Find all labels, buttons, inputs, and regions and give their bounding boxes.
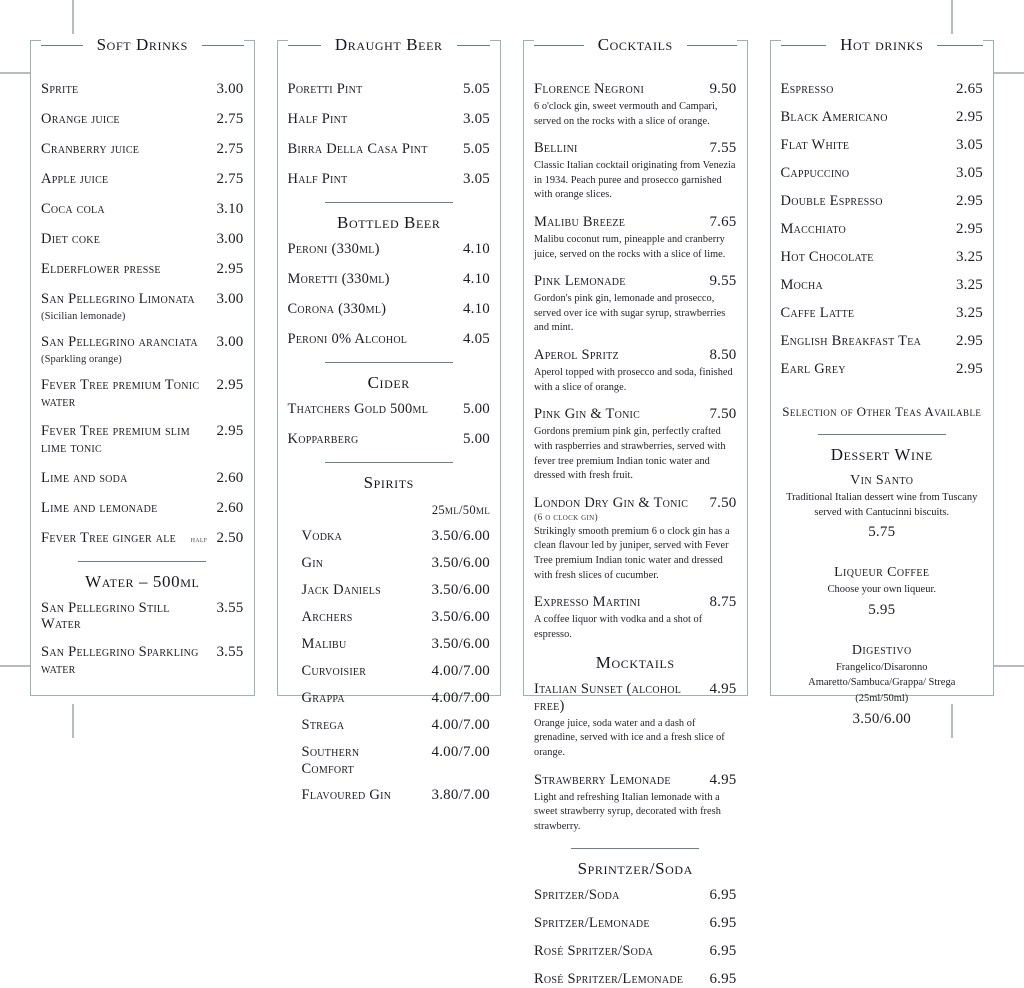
- menu-row: [288, 171, 491, 188]
- heading-text: Hot drinks: [840, 35, 924, 54]
- item-price: 5.05: [462, 81, 490, 97]
- item-price: 2.95: [955, 221, 983, 237]
- item-price: 3.50/6.00: [852, 711, 911, 728]
- item-name: Half Pint: [287, 111, 348, 127]
- item-name: Hot Chocolate: [780, 249, 874, 265]
- item-price: 7.50: [709, 494, 737, 511]
- cocktail-entry: [534, 347, 737, 395]
- item-price: 2.95: [216, 423, 244, 440]
- section-divider: [325, 362, 453, 363]
- cocktail-title-row: [534, 594, 737, 611]
- item-price: 2.60: [216, 469, 244, 486]
- item-name: Diet coke: [41, 231, 101, 247]
- item-name: Italian Sunset (alcohol free): [534, 681, 682, 715]
- item-name: Vodka: [301, 528, 343, 544]
- heading-rule-left: [534, 45, 584, 46]
- menu-row: [41, 291, 244, 308]
- item-name: San Pellegrino Limonata: [41, 291, 195, 307]
- item-price: 2.75: [216, 171, 244, 187]
- item-price: 5.75: [868, 524, 896, 541]
- item-price: 2.95: [955, 109, 983, 125]
- item-name: Moretti (330ml): [287, 271, 390, 287]
- mocktail-entry: [534, 681, 737, 760]
- menu-row: [781, 333, 984, 350]
- item-price: 4.05: [462, 331, 490, 347]
- item-name: Vin Santo: [850, 473, 914, 488]
- menu-row: [41, 201, 244, 218]
- item-name: Expresso Martini: [534, 594, 641, 611]
- menu-row: [41, 141, 244, 158]
- item-price: 6.95: [709, 915, 737, 932]
- heading-text: Soft Drinks: [96, 35, 188, 54]
- heading-rule-left: [288, 45, 321, 46]
- block-spacer: [781, 555, 984, 565]
- item-price: 4.00/7.00: [431, 663, 490, 679]
- item-price: 2.95: [216, 261, 244, 277]
- item-description: Gordons premium pink gin, perfectly crafted with raspberries and strawberries, served with fever tree premium Indian tonic water and dressed with fresh fruit.: [534, 426, 726, 482]
- item-name: Grappa: [301, 690, 345, 706]
- item-name: Southern Comfort: [301, 744, 360, 777]
- item-name: Earl Grey: [780, 361, 846, 377]
- menu-row: [41, 530, 244, 547]
- item-price: 2.95: [955, 361, 983, 377]
- hot-drinks-list: [781, 81, 984, 378]
- item-name: Strega: [301, 717, 345, 733]
- item-description: Choose your own liqueur.: [827, 584, 936, 596]
- item-name: Elderflower presse: [41, 261, 161, 277]
- panel-beer-spirits: [277, 35, 502, 804]
- item-price: 3.10: [216, 201, 244, 217]
- item-name: London Dry Gin & Tonic: [534, 494, 689, 511]
- item-price: 2.50: [216, 529, 244, 546]
- item-price: 3.50/6.00: [431, 609, 490, 625]
- item-price: 3.05: [955, 165, 983, 181]
- menu-row: [288, 301, 491, 318]
- item-name: Flat White: [780, 137, 850, 153]
- section-heading-cocktails: [534, 35, 737, 55]
- item-name: Spritzer/Soda: [534, 887, 620, 904]
- item-price: 3.50/6.00: [431, 636, 490, 652]
- section-heading-soft-drinks: [41, 35, 244, 55]
- item-name: Liqueur Coffee: [834, 565, 930, 581]
- cocktail-entry: [534, 81, 737, 129]
- item-name: Coca cola: [41, 201, 105, 217]
- cocktail-entry: [534, 594, 737, 642]
- section-heading-draught-beer: [288, 35, 491, 55]
- item-description: Traditional Italian dessert wine from Tuscany served with Cantucinni biscuits.: [786, 492, 978, 518]
- item-price: 6.95: [709, 971, 737, 988]
- item-price: 3.50/6.00: [431, 582, 490, 598]
- cocktail-title-row: [534, 495, 737, 512]
- menu-row: [534, 943, 737, 960]
- item-name: Orange juice: [41, 111, 120, 127]
- item-description: Light and refreshing Italian lemonade with a sweet strawberry syrup, decorated with fresh strawberry.: [534, 791, 721, 832]
- menu-row: [41, 500, 244, 517]
- item-price: 6.95: [709, 887, 737, 904]
- menu-row: [288, 717, 491, 734]
- item-price: 4.10: [462, 271, 490, 287]
- menu-row: [534, 915, 737, 932]
- item-name: Jack Daniels: [301, 582, 381, 598]
- menu-row: [781, 277, 984, 294]
- menu-row: [41, 334, 244, 351]
- menu-row: [534, 887, 737, 904]
- menu-row: [781, 221, 984, 238]
- heading-rule-left: [781, 45, 827, 46]
- item-subtitle: (6 o clock gin): [534, 512, 598, 523]
- item-price: 2.65: [955, 81, 983, 97]
- item-price: 4.10: [462, 241, 490, 257]
- mocktails-list: [534, 681, 737, 834]
- subsection-heading-bottled-beer: Bottled Beer: [337, 213, 441, 232]
- item-price: 3.05: [955, 137, 983, 153]
- item-name: Half Pint: [287, 171, 348, 187]
- item-price: 9.50: [709, 81, 737, 97]
- draught-beer-list: [288, 81, 491, 188]
- menu-row: [288, 271, 491, 288]
- item-description: Frangelico/Disaronno Amaretto/Sambuca/Grappa/ Strega: [808, 662, 956, 688]
- section-heading-hot-drinks: [781, 35, 984, 55]
- menu-row: [288, 787, 491, 804]
- soft-drinks-list: [41, 81, 244, 547]
- menu-row: [41, 111, 244, 128]
- menu-row: [534, 971, 737, 988]
- heading-rule-right: [937, 45, 983, 46]
- item-description: Classic Italian cocktail originating from Venezia in 1934. Peach puree and prosecco garnished with orange slices.: [534, 160, 736, 201]
- dessert-wine-entry: [781, 473, 984, 541]
- cocktail-entry: [534, 273, 737, 336]
- panel-cocktails: [523, 35, 748, 988]
- water-list: [41, 600, 244, 678]
- item-measure: (25ml/50ml): [855, 693, 909, 705]
- item-price: 7.65: [709, 214, 737, 231]
- item-name: Fever Tree premium Tonic water: [41, 377, 200, 410]
- item-description: Orange juice, soda water and a dash of grenadine, served with ice and a fresh slice of orange.: [534, 717, 725, 758]
- item-name: Archers: [301, 609, 353, 625]
- menu-row: [41, 644, 244, 677]
- item-name: San Pellegrino aranciata: [41, 334, 198, 350]
- item-name: Gin: [301, 555, 324, 571]
- heading-rule-left: [41, 45, 83, 46]
- item-price: 4.00/7.00: [431, 744, 490, 760]
- heading-rule-right: [457, 45, 490, 46]
- menu-row: [41, 423, 244, 456]
- item-name: Cappuccino: [780, 165, 850, 181]
- cocktails-list: [534, 81, 737, 642]
- menu-row: [781, 165, 984, 182]
- item-name: Rosé Spritzer/Lemonade: [534, 971, 684, 988]
- item-name: Thatchers Gold 500ml: [287, 401, 429, 417]
- section-divider: [818, 434, 946, 435]
- item-name: Birra Della Casa Pint: [287, 141, 428, 157]
- cocktail-entry: [534, 406, 737, 483]
- item-price: 3.25: [955, 277, 983, 293]
- cider-list: [288, 401, 491, 448]
- item-name: Strawberry Lemonade: [534, 771, 671, 788]
- menu-row: [288, 401, 491, 418]
- menu-row: [288, 528, 491, 545]
- subsection-heading-spritzer: Sprintzer/Soda: [577, 859, 693, 879]
- item-note: (Sparkling orange): [41, 354, 122, 365]
- cocktail-title-row: [534, 81, 737, 98]
- bottled-beer-list: [288, 241, 491, 348]
- cocktail-title-row: [534, 214, 737, 231]
- item-name: Pink Lemonade: [534, 273, 626, 290]
- item-price: 7.55: [709, 140, 737, 157]
- item-name: Corona (330ml): [287, 301, 387, 317]
- menu-row: [781, 305, 984, 322]
- item-price: 3.25: [955, 249, 983, 265]
- heading-text: Cocktails: [597, 35, 673, 54]
- menu-row: [781, 249, 984, 266]
- item-name: Florence Negroni: [534, 81, 645, 97]
- item-name: Lime and lemonade: [41, 499, 158, 516]
- menu-row: [288, 555, 491, 572]
- menu-row: [288, 141, 491, 158]
- item-name: Espresso: [780, 81, 834, 97]
- item-price: 3.55: [216, 599, 244, 616]
- menu-row: [41, 261, 244, 278]
- menu-row: [781, 109, 984, 126]
- item-name: Macchiato: [780, 221, 847, 237]
- item-name: Fever Tree ginger ale: [41, 529, 176, 546]
- item-price: 3.55: [216, 644, 244, 661]
- menu-row: [781, 193, 984, 210]
- cocktail-title-row: [534, 140, 737, 157]
- item-price: 8.75: [709, 594, 737, 611]
- menu-row: [41, 600, 244, 633]
- cocktail-entry: [534, 214, 737, 262]
- subsection-heading-water: Water – 500ml: [85, 571, 200, 591]
- item-name: Poretti Pint: [287, 81, 363, 97]
- cocktail-title-row: [534, 273, 737, 290]
- item-price: 8.50: [709, 347, 737, 364]
- item-price: 3.05: [462, 171, 490, 187]
- subsection-heading-cider: Cider: [367, 373, 410, 392]
- heading-text: Draught Beer: [334, 35, 443, 54]
- mocktail-entry: [534, 772, 737, 835]
- item-name: Flavoured Gin: [301, 787, 392, 804]
- menu-row: [288, 111, 491, 128]
- block-spacer: [781, 633, 984, 643]
- menu-row: [41, 377, 244, 410]
- menu-row: [288, 663, 491, 680]
- menu-row: [288, 331, 491, 348]
- section-divider: [78, 561, 206, 562]
- item-name: Digestivo: [851, 643, 912, 659]
- item-name: Malibu: [301, 636, 347, 652]
- item-description: Aperol topped with prosecco and soda, finished with a slice of orange.: [534, 367, 733, 393]
- cocktail-entry: [534, 495, 737, 583]
- item-name: Bellini: [534, 140, 578, 157]
- panel-hot-drinks: [770, 35, 995, 728]
- subsection-heading-mocktails: Mocktails: [595, 653, 675, 673]
- menu-row: [288, 636, 491, 653]
- item-price: 4.00/7.00: [431, 690, 490, 706]
- cocktail-entry: [534, 140, 737, 203]
- heading-rule-right: [202, 45, 244, 46]
- item-note: (Sicilian lemonade): [41, 311, 126, 322]
- menu-row: [288, 744, 491, 777]
- item-name: Spritzer/Lemonade: [534, 915, 650, 932]
- panel-soft-drinks: [30, 35, 255, 696]
- subsection-heading-spirits: Spirits: [363, 473, 414, 492]
- item-price: 3.00: [216, 291, 244, 307]
- item-name: Aperol Spritz: [534, 347, 619, 364]
- other-teas-note: Selection of Other Teas Available: [782, 404, 982, 419]
- item-name: Black Americano: [780, 109, 888, 125]
- item-price: 5.00: [462, 431, 490, 447]
- menu-row: [288, 609, 491, 626]
- menu-row: [41, 81, 244, 98]
- item-name: Cranberry juice: [41, 141, 140, 157]
- measure-label: 25ml/50ml: [431, 503, 490, 517]
- item-description: 6 o'clock gin, sweet vermouth and Campari, served on the rocks with a slice of orange.: [534, 101, 718, 127]
- item-name: Rosé Spritzer/Soda: [534, 943, 654, 960]
- item-price: 2.75: [216, 141, 244, 157]
- item-description: Gordon's pink gin, lemonade and prosecco, served over ice with sugar syrup, strawberries and mint.: [534, 293, 726, 334]
- item-name: Apple juice: [41, 171, 109, 187]
- item-name: San Pellegrino Still Water: [41, 599, 170, 633]
- mocktail-title-row: [534, 772, 737, 789]
- item-name: Pink Gin & Tonic: [534, 406, 641, 423]
- item-price: 5.05: [462, 141, 490, 157]
- item-price: 3.00: [216, 334, 244, 350]
- heading-rule-right: [687, 45, 737, 46]
- item-price: 2.75: [216, 111, 244, 127]
- item-price: 4.95: [709, 681, 737, 698]
- item-price: 5.95: [868, 602, 896, 619]
- spirits-list: [288, 528, 491, 804]
- item-name: Double Espresso: [780, 193, 883, 209]
- item-name: Kopparberg: [287, 431, 359, 447]
- menu-row: [288, 582, 491, 599]
- item-name: Peroni (330ml): [287, 241, 380, 257]
- item-description: Strikingly smooth premium 6 o clock gin has a clean flavour led by juniper, served with Fever Tree premium Indian tonic water and dressed with fresh slices of cucumber.: [534, 525, 730, 581]
- spirits-measure-header: [288, 503, 491, 518]
- item-price: 6.95: [709, 943, 737, 960]
- item-price: 4.10: [462, 301, 490, 317]
- item-price: 2.60: [216, 499, 244, 516]
- menu-row: [41, 231, 244, 248]
- dessert-wine-entry: [781, 565, 984, 619]
- item-price: 3.00: [216, 81, 244, 97]
- item-description: A coffee liquor with vodka and a shot of espresso.: [534, 614, 703, 640]
- menu-row: [288, 431, 491, 448]
- item-price: 3.50/6.00: [431, 555, 490, 571]
- menu-row: [781, 81, 984, 98]
- item-price: 3.80/7.00: [431, 787, 490, 804]
- item-price: 3.00: [216, 231, 244, 247]
- item-name: Mocha: [780, 277, 823, 293]
- item-price: 2.95: [955, 193, 983, 209]
- item-price: 2.95: [216, 377, 244, 393]
- section-divider: [325, 202, 453, 203]
- item-price: 9.55: [709, 273, 737, 290]
- menu-row: [41, 171, 244, 188]
- menu-row: [288, 241, 491, 258]
- item-name: Curvoisier: [301, 663, 367, 679]
- cocktail-title-row: [534, 406, 737, 423]
- menu-row: [288, 81, 491, 98]
- spritzer-list: [534, 887, 737, 988]
- mocktail-title-row: [534, 681, 737, 714]
- menu-row: [288, 690, 491, 707]
- cocktail-title-row: [534, 347, 737, 364]
- item-name: Caffe Latte: [780, 305, 855, 321]
- menu-row: [781, 137, 984, 154]
- menu-row: [41, 470, 244, 487]
- item-price: 5.00: [462, 401, 490, 417]
- dessert-wine-entry: [781, 643, 984, 728]
- item-description: Malibu coconut rum, pineapple and cranberry juice, served on the rocks with a slice of lime.: [534, 234, 726, 260]
- item-price: 3.05: [462, 111, 490, 127]
- item-name: Sprite: [41, 81, 79, 97]
- item-name: Lime and soda: [41, 469, 128, 486]
- item-price: 3.50/6.00: [431, 528, 490, 544]
- item-qualifier: half: [190, 534, 208, 544]
- item-price: 7.50: [709, 406, 737, 423]
- item-name: Malibu Breeze: [534, 214, 626, 231]
- item-price: 4.95: [709, 771, 737, 788]
- item-price: 2.95: [955, 333, 983, 349]
- section-divider: [571, 848, 699, 849]
- item-price: 4.00/7.00: [431, 717, 490, 733]
- item-name: Peroni 0% Alcohol: [287, 331, 408, 347]
- subsection-heading-dessert-wine: Dessert Wine: [830, 445, 933, 464]
- item-name: English Breakfast Tea: [780, 333, 922, 349]
- section-divider: [325, 462, 453, 463]
- item-name: Fever Tree premium slim lime tonic: [41, 423, 190, 457]
- item-price: 3.25: [955, 305, 983, 321]
- menu-row: [781, 361, 984, 378]
- item-name: San Pellegrino Sparkling water: [41, 644, 199, 677]
